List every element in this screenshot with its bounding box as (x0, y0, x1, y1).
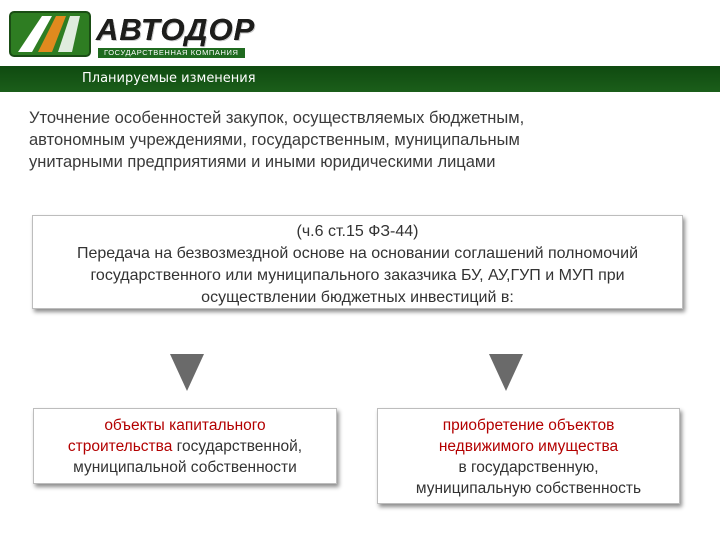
left-box-line: муниципальной собственности (73, 459, 297, 476)
right-box-highlight: недвижимого имущества (438, 438, 619, 455)
logo (8, 6, 270, 62)
left-box-highlight: объекты капитального (104, 417, 266, 434)
main-box-line: осуществлении бюджетных инвестиций в: (201, 289, 514, 306)
road-logo-icon (8, 8, 94, 60)
logo-text: АВТОДОР (96, 12, 256, 47)
law-reference: (ч.6 ст.15 ФЗ-44) (296, 223, 419, 240)
intro-line: унитарными предприятиями и иными юридическими лицами (29, 153, 496, 171)
left-box-highlight: строительства (67, 438, 173, 455)
section-title-bar (0, 66, 720, 92)
left-box-text: государственной, (172, 438, 303, 455)
real-estate-box (377, 408, 680, 504)
intro-line: Уточнение особенностей закупок, осуществляемых бюджетным, (29, 109, 525, 127)
down-triangle-icon (489, 354, 523, 391)
main-info-box (32, 215, 683, 309)
logo-subtitle: ГОСУДАРСТВЕННАЯ КОМПАНИЯ (98, 48, 245, 58)
main-box-line: государственного или муниципального заказчика БУ, АУ,ГУП и МУП при (90, 267, 625, 284)
section-title: Планируемые изменения (82, 71, 256, 86)
capital-construction-box (33, 408, 337, 484)
down-triangle-icon (170, 354, 204, 391)
right-box-highlight: приобретение объектов (442, 417, 615, 434)
left-box-line (34, 436, 336, 457)
intro-line: автономным учреждениями, государственным, муниципальным (29, 131, 520, 149)
header (0, 0, 720, 66)
right-box-line: в государственную, (458, 459, 599, 476)
right-box-line: муниципальную собственность (415, 480, 642, 497)
intro-text (29, 107, 689, 173)
main-box-line: Передача на безвозмездной основе на основании соглашений полномочий (76, 245, 639, 262)
